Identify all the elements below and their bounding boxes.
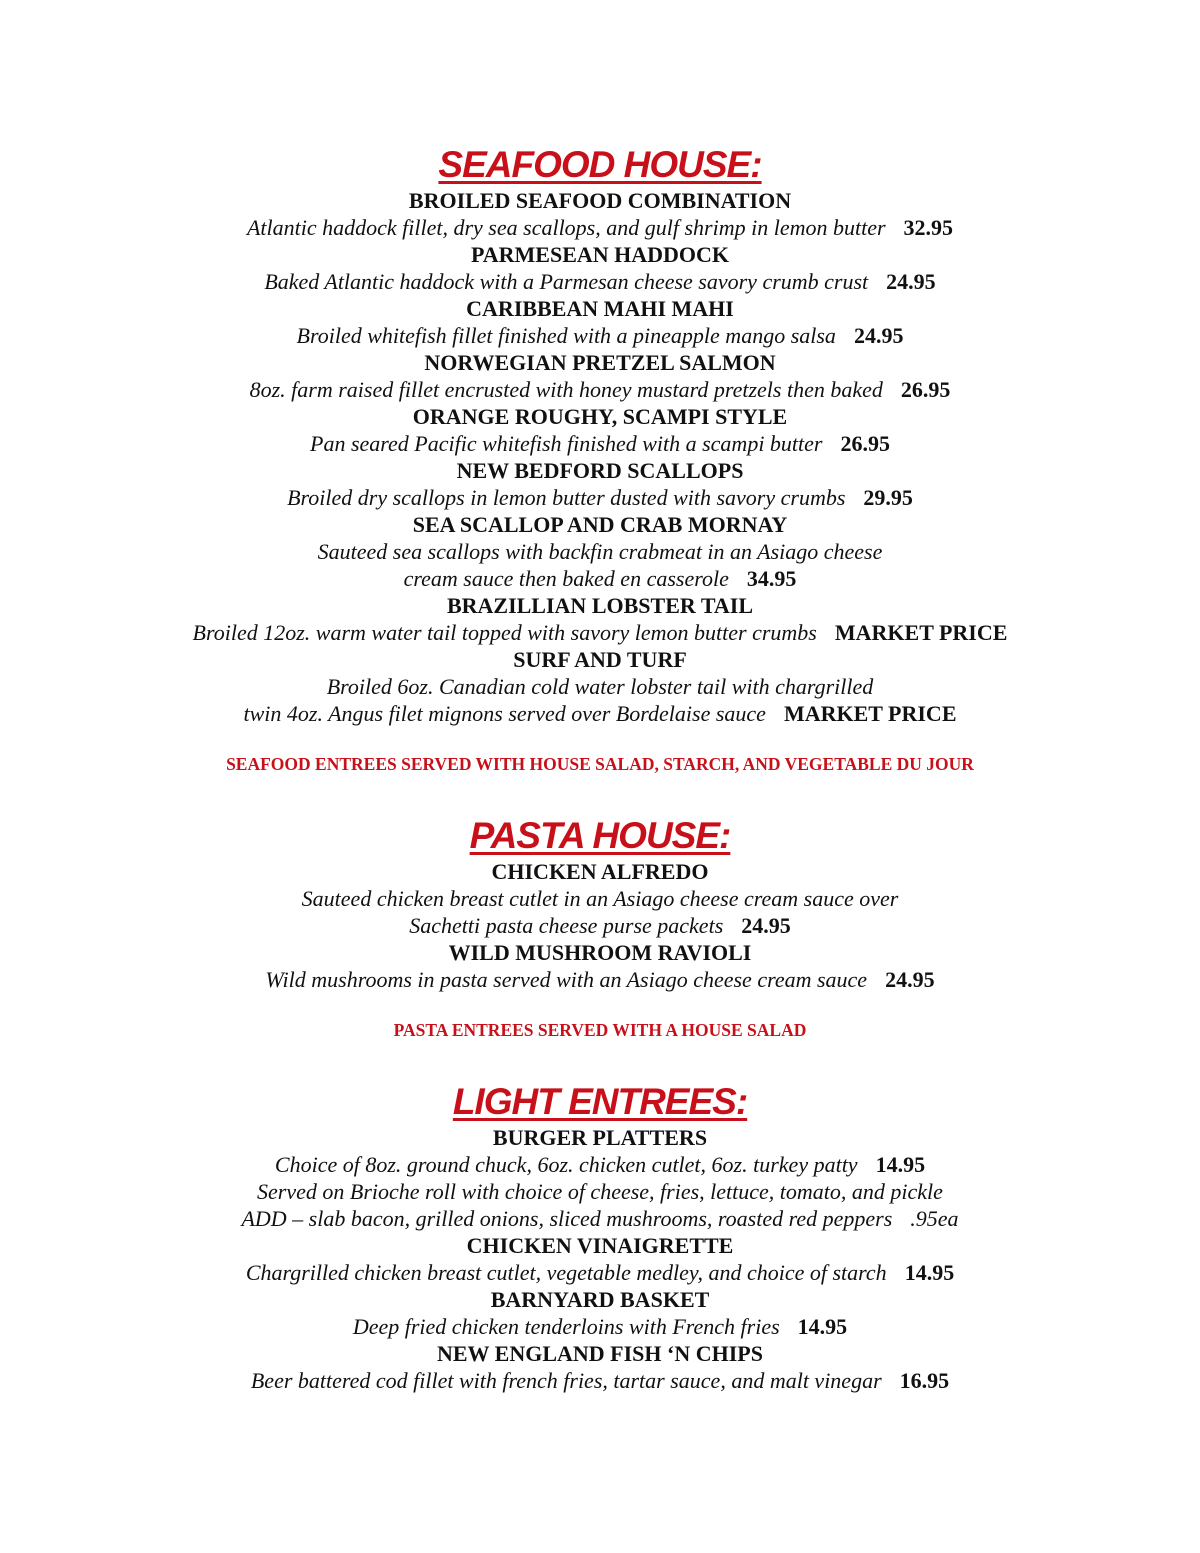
item-price: 16.95 (899, 1368, 950, 1393)
description-text: 8oz. farm raised fillet encrusted with honey mustard pretzels then baked (249, 377, 883, 402)
item-price: 34.95 (746, 566, 797, 591)
item-name: BRAZILLIAN LOBSTER TAIL (446, 593, 754, 618)
item-price: 32.95 (903, 215, 954, 240)
item-description (0, 1313, 1200, 1340)
item-description (0, 268, 1200, 295)
item-price: 24.95 (885, 967, 935, 992)
item-description (0, 1151, 1200, 1178)
item-name: CHICKEN VINAIGRETTE (466, 1233, 734, 1258)
item-description (0, 376, 1200, 403)
item-name: NORWEGIAN PRETZEL SALMON (424, 350, 776, 375)
description-text: Baked Atlantic haddock with a Parmesan cheese savory crumb crust (264, 269, 869, 294)
description-text: Deep fried chicken tenderloins with French fries (352, 1314, 780, 1339)
description-text: Broiled dry scallops in lemon butter dusted with savory crumbs (287, 485, 846, 510)
menu-section (0, 814, 1200, 1044)
item-name: NEW BEDFORD SCALLOPS (456, 458, 744, 483)
description-text: twin 4oz. Angus filet mignons served over Bordelaise sauce (243, 701, 766, 726)
item-price: 26.95 (900, 377, 951, 402)
item-price: .95ea (910, 1206, 959, 1231)
description-text: Sauteed chicken breast cutlet in an Asiago cheese cream sauce over (301, 886, 899, 911)
item-description (0, 1367, 1200, 1394)
description-text: Served on Brioche roll with choice of cheese, fries, lettuce, tomato, and pickle (257, 1179, 943, 1204)
item-name: NEW ENGLAND FISH ‘N CHIPS (437, 1341, 763, 1366)
item-description (0, 1205, 1200, 1232)
item-description (0, 538, 1200, 565)
item-name: BARNYARD BASKET (490, 1287, 710, 1312)
description-text: Broiled whitefish fillet finished with a pineapple mango salsa (296, 323, 836, 348)
item-description (0, 673, 1200, 700)
section-heading: SEAFOOD HOUSE: (438, 144, 762, 185)
description-text: Sachetti pasta cheese purse packets (409, 913, 724, 938)
item-description (0, 1259, 1200, 1286)
menu-page (0, 143, 1200, 1394)
description-text: Broiled 6oz. Canadian cold water lobster tail with chargrilled (326, 674, 874, 699)
item-price: 14.95 (904, 1260, 955, 1285)
item-description (0, 885, 1200, 912)
item-price: MARKET PRICE (834, 620, 1008, 645)
item-price: 24.95 (741, 913, 791, 938)
item-description (0, 214, 1200, 241)
section-note: SEAFOOD ENTREES SERVED WITH HOUSE SALAD, STARCH, AND VEGETABLE DU JOUR (226, 754, 974, 774)
item-name: BROILED SEAFOOD COMBINATION (408, 188, 792, 213)
item-price: 24.95 (886, 269, 936, 294)
item-name: BURGER PLATTERS (492, 1125, 708, 1150)
item-name: ORANGE ROUGHY, SCAMPI STYLE (412, 404, 788, 429)
description-text: Wild mushrooms in pasta served with an Asiago cheese cream sauce (265, 967, 868, 992)
item-price: MARKET PRICE (783, 701, 957, 726)
description-text: Sauteed sea scallops with backfin crabmeat in an Asiago cheese (317, 539, 883, 564)
item-price: 14.95 (875, 1152, 926, 1177)
description-text: Broiled 12oz. warm water tail topped with savory lemon butter crumbs (192, 620, 817, 645)
item-name: CARIBBEAN MAHI MAHI (466, 296, 734, 321)
item-price: 24.95 (853, 323, 904, 348)
description-text: cream sauce then baked en casserole (403, 566, 729, 591)
section-heading: PASTA HOUSE: (469, 815, 731, 856)
item-description (0, 322, 1200, 349)
description-text: ADD – slab bacon, grilled onions, sliced mushrooms, roasted red peppers (241, 1206, 893, 1231)
menu-section (0, 143, 1200, 778)
item-description (0, 912, 1200, 939)
description-text: Pan seared Pacific whitefish finished with a scampi butter (310, 431, 823, 456)
item-name: WILD MUSHROOM RAVIOLI (448, 940, 752, 965)
description-text: Beer battered cod fillet with french fries, tartar sauce, and malt vinegar (250, 1368, 882, 1393)
item-description (0, 619, 1200, 646)
description-text: Chargrilled chicken breast cutlet, vegetable medley, and choice of starch (245, 1260, 887, 1285)
item-description (0, 700, 1200, 727)
item-price: 26.95 (840, 431, 890, 456)
item-price: 14.95 (797, 1314, 848, 1339)
item-name: CHICKEN ALFREDO (491, 859, 709, 884)
item-name: SEA SCALLOP AND CRAB MORNAY (412, 512, 788, 537)
menu-section (0, 1080, 1200, 1394)
item-description (0, 430, 1200, 457)
item-description (0, 484, 1200, 511)
item-description (0, 1178, 1200, 1205)
description-text: Choice of 8oz. ground chuck, 6oz. chicken cutlet, 6oz. turkey patty (274, 1152, 858, 1177)
item-price: 29.95 (863, 485, 913, 510)
item-name: PARMESEAN HADDOCK (470, 242, 730, 267)
item-description (0, 966, 1200, 993)
section-heading: LIGHT ENTREES: (452, 1081, 748, 1122)
description-text: Atlantic haddock fillet, dry sea scallops, and gulf shrimp in lemon butter (246, 215, 886, 240)
item-description (0, 565, 1200, 592)
item-name: SURF AND TURF (513, 647, 687, 672)
section-note: PASTA ENTREES SERVED WITH A HOUSE SALAD (393, 1020, 807, 1040)
